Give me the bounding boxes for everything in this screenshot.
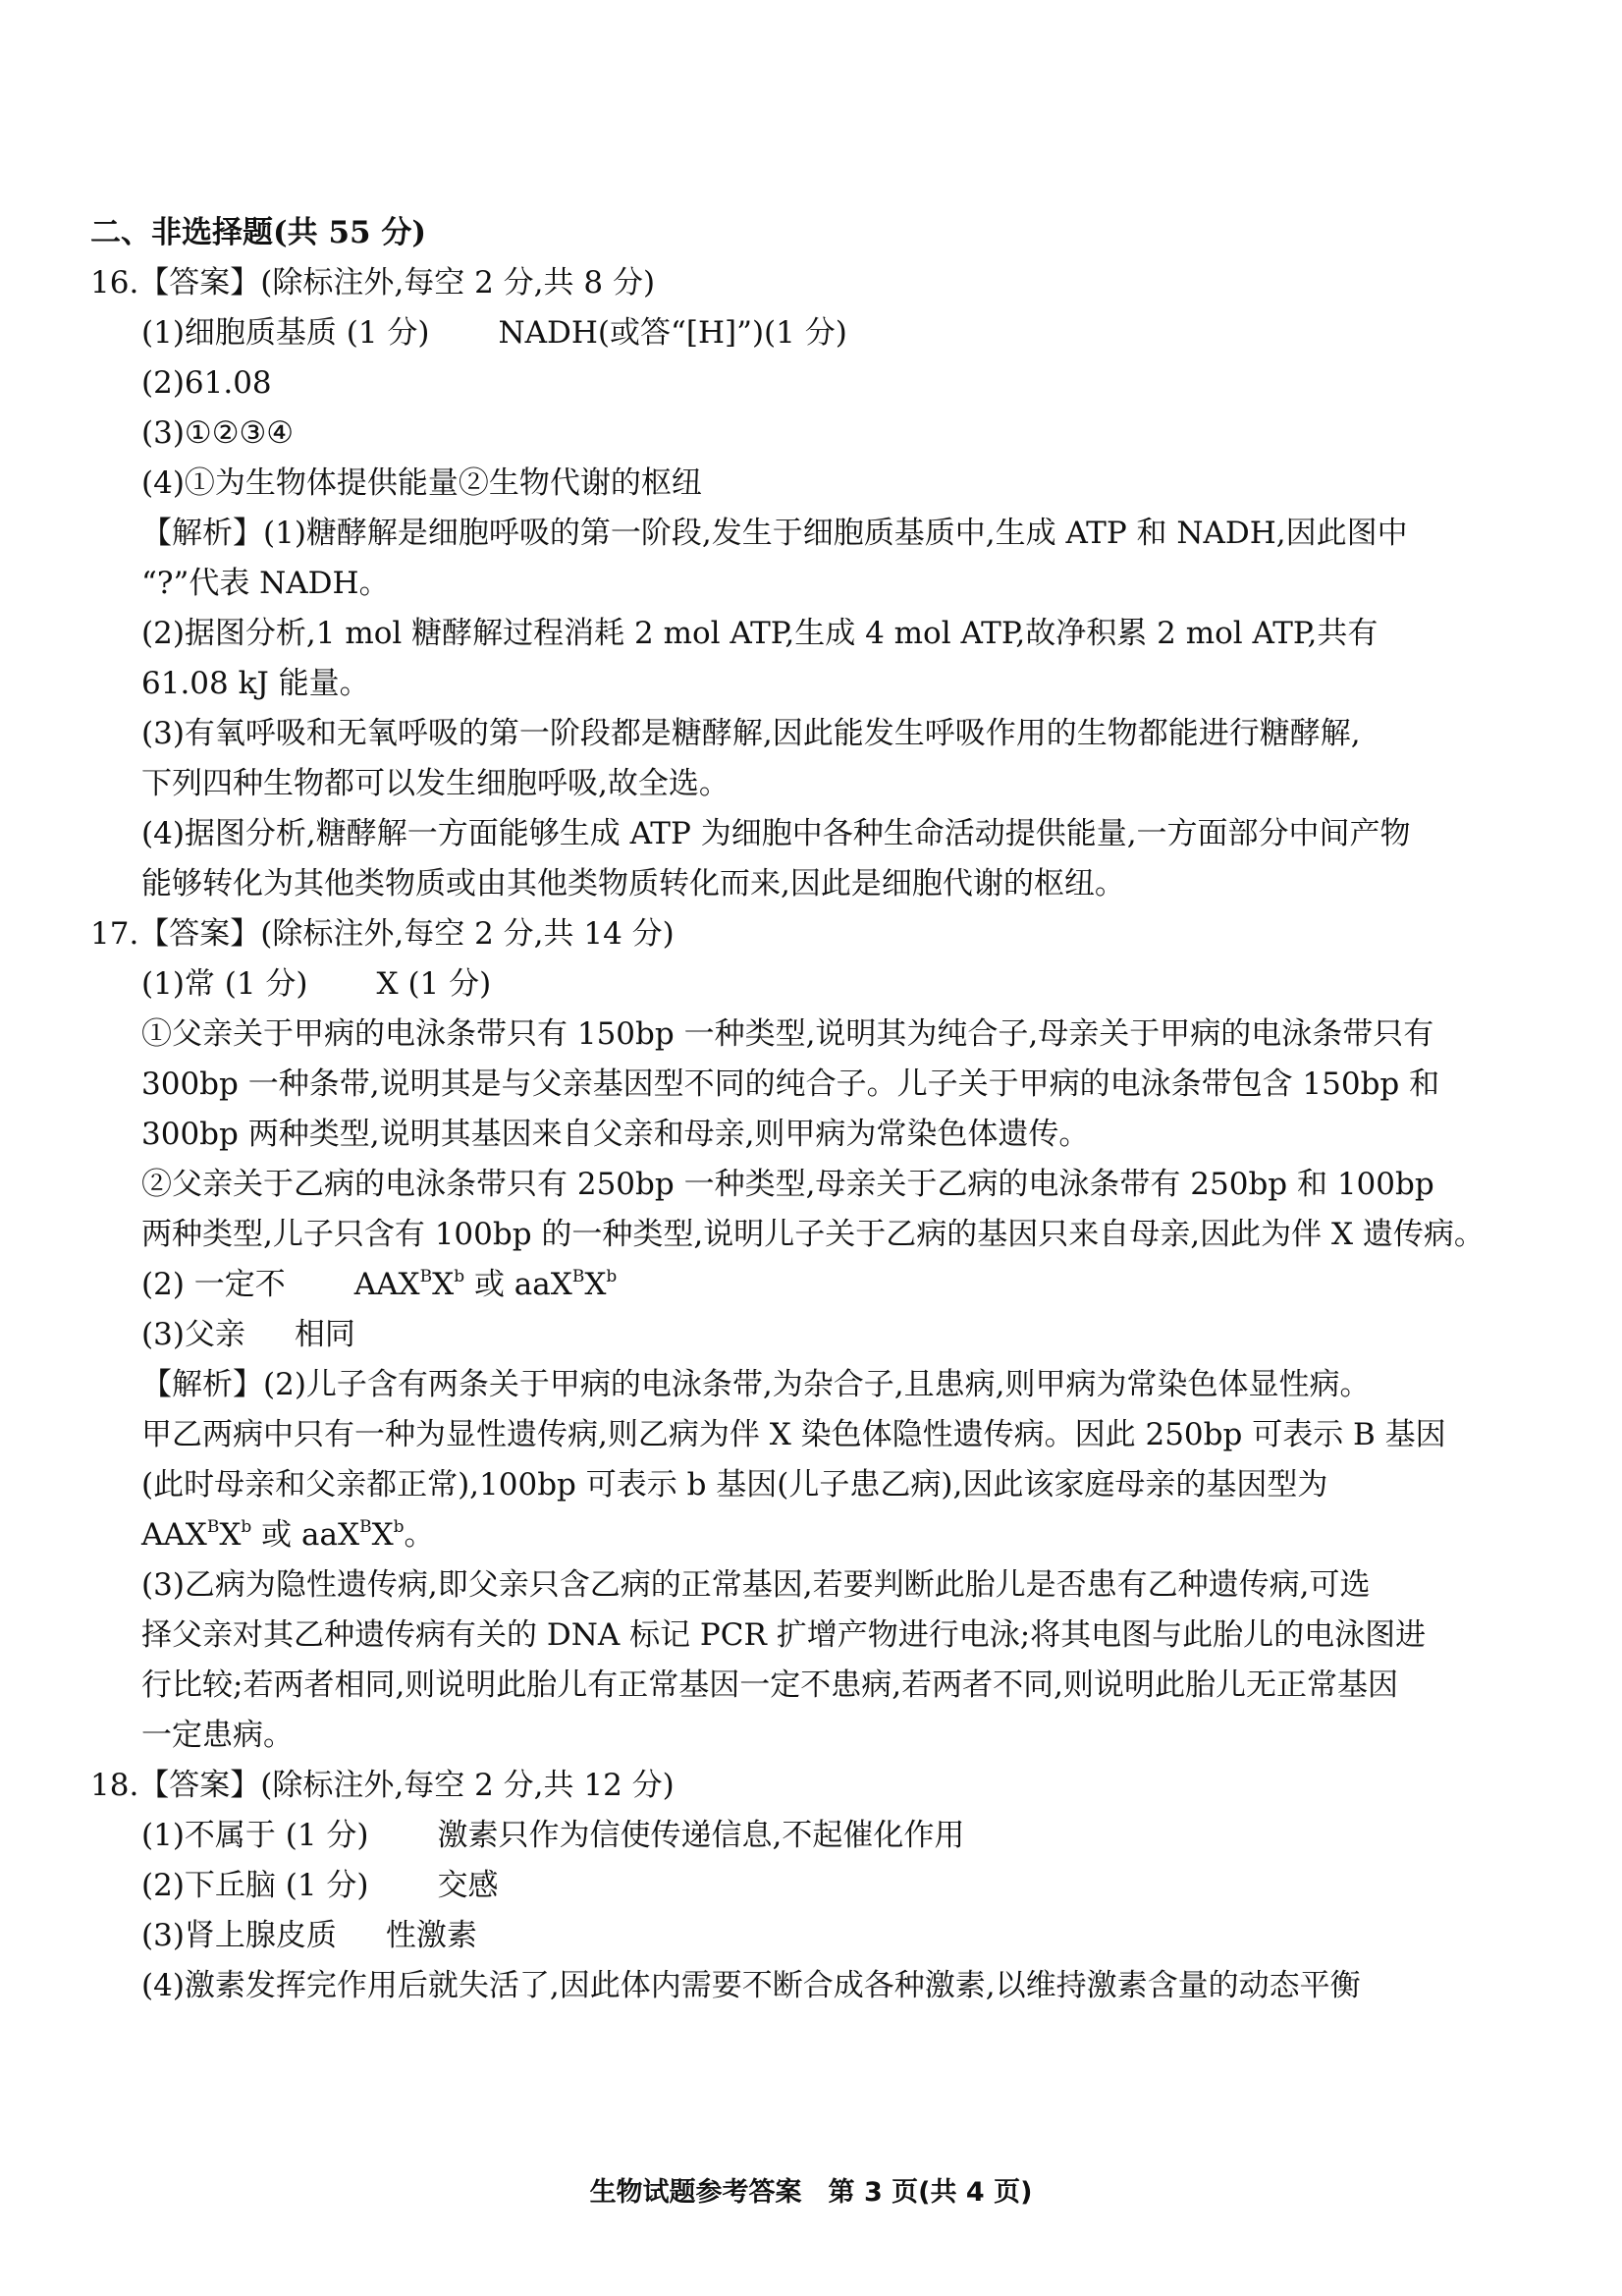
q17-explanation-2-line1: 【解析】(2)儿子含有两条关于甲病的电泳条带,为杂合子,且患病,则甲病为常染色体显性病。 (141, 1367, 1371, 1402)
q16-answer-1: (1)细胞质基质 (1 分) NADH(或答“[H]”)(1 分) (141, 315, 847, 351)
q17-point-2-line1: ②父亲关于乙病的电泳条带只有 250bp 一种类型,母亲关于乙病的电泳条带有 250bp 和 100bp (141, 1167, 1434, 1202)
q18-answer-2: (2)下丘脑 (1 分) 交感 (141, 1868, 499, 1903)
q16-explanation-1-line2: “?”代表 NADH。 (141, 566, 390, 601)
q17-explanation-3-line1: (3)乙病为隐性遗传病,即父亲只含乙病的正常基因,若要判断此胎儿是否患有乙种遗传病,可选 (141, 1567, 1371, 1603)
q16-explanation-2-line1: (2)据图分析,1 mol 糖酵解过程消耗 2 mol ATP,生成 4 mol ATP,故净积累 2 mol ATP,共有 (141, 616, 1379, 651)
q17-explanation-2-line2: 甲乙两病中只有一种为显性遗传病,则乙病为伴 X 染色体隐性遗传病。因此 250bp 可表示 B 基因 (141, 1417, 1446, 1452)
q16-explanation-4-line2: 能够转化为其他类物质或由其他类物质转化而来,因此是细胞代谢的枢纽。 (141, 866, 1125, 902)
q16-explanation-1-line1: 【解析】(1)糖酵解是细胞呼吸的第一阶段,发生于细胞质基质中,生成 ATP 和 NADH,因此图中 (141, 516, 1408, 551)
q17-header: 17.【答案】(除标注外,每空 2 分,共 14 分) (90, 916, 675, 952)
q17-explanation-3-line4: 一定患病。 (141, 1718, 294, 1753)
q17-explanation-2-line4: $AAX^BX^b$ 或 $aaX^BX^b$。 (141, 1517, 435, 1553)
q16-explanation-3-line2: 下列四种生物都可以发生细胞呼吸,故全选。 (141, 766, 730, 801)
q17-point-1-line3: 300bp 两种类型,说明其基因来自父亲和母亲,则甲病为常染色体遗传。 (141, 1117, 1090, 1152)
q17-answer-1: (1)常 (1 分) X (1 分) (141, 966, 492, 1002)
genotype-aaxbxb-upper: $AAX^BX^b$ (353, 1267, 465, 1302)
q17-explanation-2-line3: (此时母亲和父亲都正常),100bp 可表示 b 基因(儿子患乙病),因此该家庭母亲的基因型为 (141, 1467, 1328, 1503)
q18-answer-4: (4)激素发挥完作用后就失活了,因此体内需要不断合成各种激素,以维持激素含量的动态平衡 (141, 1968, 1361, 2003)
q17-answer-2: (2) 一定不 $AAX^BX^b$ 或 $aaX^BX^b$ (141, 1267, 618, 1302)
q16-answer-2: (2)61.08 (141, 365, 272, 401)
q16-answer-3: (3)①②③④ (141, 415, 295, 451)
q18-answer-1: (1)不属于 (1 分) 激素只作为信使传递信息,不起催化作用 (141, 1818, 965, 1853)
q18-answer-3: (3)肾上腺皮质 性激素 (141, 1918, 477, 1953)
q16-answer-4: (4)①为生物体提供能量②生物代谢的枢纽 (141, 465, 702, 501)
q17-point-1-line2: 300bp 一种条带,说明其是与父亲基因型不同的纯合子。儿子关于甲病的电泳条带包含 150bp 和 (141, 1066, 1440, 1102)
q17-point-2-line2: 两种类型,儿子只含有 100bp 的一种类型,说明儿子关于乙病的基因只来自母亲,因此为伴 X 遗传病。 (141, 1217, 1485, 1252)
q17-explanation-3-line3: 行比较;若两者相同,则说明此胎儿有正常基因一定不患病,若两者不同,则说明此胎儿无正常基因 (141, 1667, 1399, 1703)
q16-header: 16.【答案】(除标注外,每空 2 分,共 8 分) (90, 265, 656, 301)
q18-header: 18.【答案】(除标注外,每空 2 分,共 12 分) (90, 1768, 675, 1803)
genotype-aaxbxb-lower: $aaX^BX^b$ (514, 1267, 618, 1302)
q16-explanation-3-line1: (3)有氧呼吸和无氧呼吸的第一阶段都是糖酵解,因此能发生呼吸作用的生物都能进行糖酵解, (141, 716, 1361, 751)
q17-answer-3: (3)父亲 相同 (141, 1317, 355, 1352)
q17-explanation-3-line2: 择父亲对其乙种遗传病有关的 DNA 标记 PCR 扩增产物进行电泳;将其电图与此胎儿的电泳图进 (141, 1617, 1427, 1653)
q16-explanation-4-line1: (4)据图分析,糖酵解一方面能够生成 ATP 为细胞中各种生命活动提供能量,一方面部分中间产物 (141, 816, 1411, 851)
q16-explanation-2-line2: 61.08 kJ 能量。 (141, 666, 370, 701)
section-title: 二、非选择题(共 55 分) (90, 215, 427, 250)
q17-point-1-line1: ①父亲关于甲病的电泳条带只有 150bp 一种类型,说明其为纯合子,母亲关于甲病的电泳条带只有 (141, 1016, 1434, 1052)
page-footer: 生物试题参考答案 第 3 页(共 4 页) (589, 2177, 1033, 2208)
